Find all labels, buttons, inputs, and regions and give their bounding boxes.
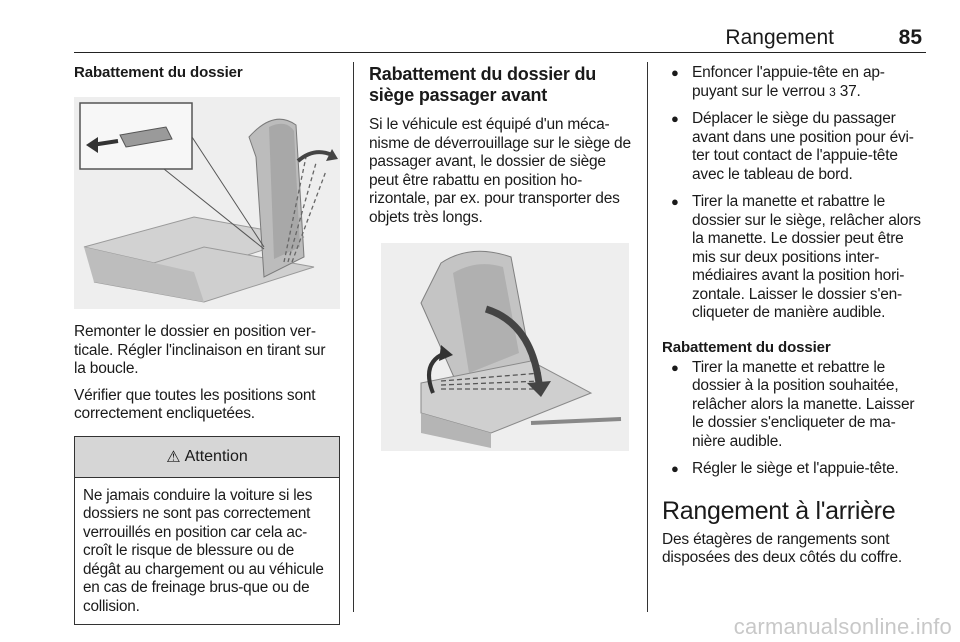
attention-title: Attention (184, 447, 248, 465)
paragraph: Vérifier que toutes les positions sont correctement encliquetées. (74, 386, 316, 422)
attention-body (75, 478, 339, 625)
page-header (74, 22, 926, 53)
page-number: 85 (898, 26, 922, 49)
bullet-icon: ● (671, 65, 679, 80)
column-3 (662, 64, 928, 576)
list-item: ● Tirer la manette et rebattre le dossier à la position souhaitée, relâcher alors la manette. Laisser le dossier s'encliqueter de ma-nière audible. (671, 358, 915, 450)
page-ref[interactable]: 37. (835, 82, 861, 100)
section-heading: Rabattement du dossier du siège passager avant (369, 64, 597, 105)
bullet-icon: ● (671, 111, 679, 126)
attention-header (75, 437, 339, 478)
column-1 (74, 64, 340, 625)
bullet-icon: ● (671, 461, 679, 476)
paragraph: Si le véhicule est équipé d'un méca-nisme de déverrouillage sur le siège de passager avant, le dossier de siège peut être rabattu en position ho-rizontale, par ex. pour transporter des objets très longs. (369, 116, 631, 226)
list-item: ● Tirer la manette et rabattre le dossier sur le siège, relâcher alors la manette. Le dossier peut être mis sur deux positions inter-médiaires avant la position hori-zontale. Laisser le dossier s'en-cliqueter de manière audible. (671, 193, 921, 321)
attention-text: Ne jamais conduire la voiture si les dossiers ne sont pas correctement verrouillés en position car cela ac-croît le risque de blessure ou de dégât au chargement ou au véhicule en cas de freinage brus-que ou de collision. (83, 486, 324, 615)
warning-icon: ⚠ (166, 448, 181, 466)
list-item: ● Enfoncer l'appuie-tête en ap-puyant sur le verrou 3 37. (671, 64, 885, 100)
list-item: ● Déplacer le siège du passager avant dans une position pour évi-ter tout contact de l'appuie-tête avec le tableau de bord. (671, 110, 914, 183)
section-name: Rangement (725, 26, 834, 49)
instruction-list (662, 359, 928, 479)
attention-box (74, 436, 340, 626)
list-item: ● Régler le siège et l'appuie-tête. (671, 460, 899, 477)
sub-heading: Rabattement du dossier (662, 338, 831, 356)
column-2 (369, 64, 635, 451)
bullet-icon: ● (671, 194, 679, 209)
paragraph: Des étagères de rangements sont disposées des deux côtés du coffre. (662, 530, 903, 566)
section-title: Rangement à l'arrière (662, 496, 896, 525)
rear-seat-fold-illustration-icon (74, 97, 340, 309)
front-seat-fold-illustration-icon (381, 243, 629, 451)
section-heading: Rabattement du dossier (74, 64, 243, 81)
instruction-list (662, 64, 928, 323)
page-ref-arrow-icon: 3 (829, 84, 836, 99)
column-divider (647, 62, 648, 612)
paragraph: Remonter le dossier en position ver-ticale. Régler l'inclinaison en tirant sur la boucle. (74, 323, 326, 377)
watermark: carmanualsonline.info (733, 614, 952, 639)
bullet-icon: ● (671, 359, 679, 375)
column-divider (353, 62, 354, 612)
